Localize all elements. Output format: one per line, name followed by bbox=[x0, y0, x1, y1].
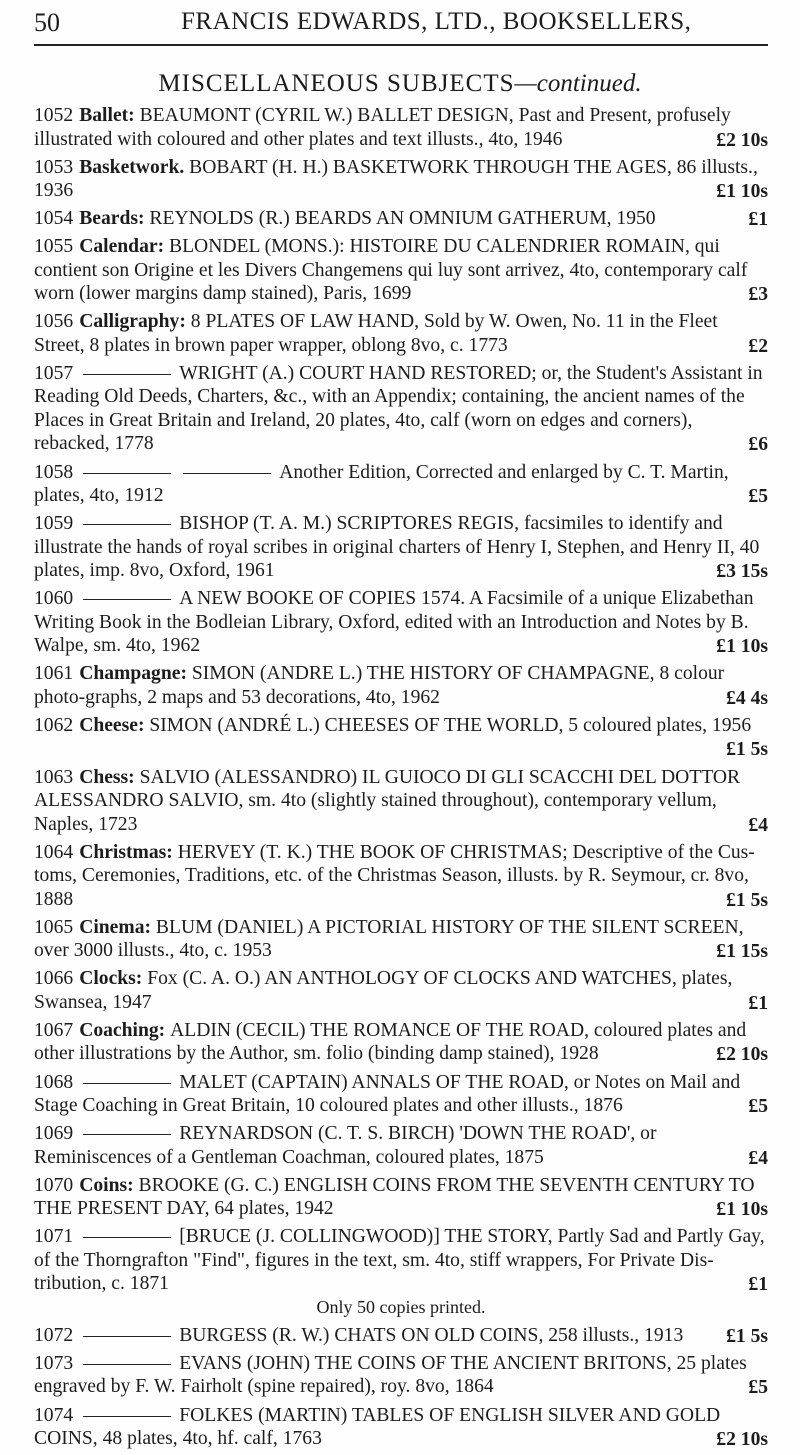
entry-price: £5 bbox=[748, 1096, 768, 1117]
entry-note: Only 50 copies printed. bbox=[316, 1296, 486, 1317]
catalogue-entry bbox=[34, 916, 768, 963]
catalogue-entry bbox=[34, 512, 768, 583]
entry-description: REYNOLDS (R.) BEARDS AN OMNIUM GATHERUM, 1950 bbox=[149, 208, 656, 230]
entry-body bbox=[34, 587, 768, 658]
subject-heading: Coins: bbox=[79, 1174, 139, 1196]
ditto-rule bbox=[83, 374, 171, 375]
ditto-rule bbox=[83, 473, 171, 474]
entry-price: £1 10s bbox=[716, 181, 768, 203]
catalogue-entry bbox=[34, 1174, 768, 1221]
ditto-rule bbox=[83, 1237, 171, 1238]
page-header bbox=[34, 6, 768, 46]
entry-body bbox=[34, 1174, 768, 1221]
catalogue-entry bbox=[34, 1352, 768, 1399]
page-number: 50 bbox=[34, 8, 60, 37]
catalogue-entry bbox=[34, 207, 768, 231]
entry-description: EVANS (JOHN) THE COINS OF THE ANCIENT BRITONS, 25 plates engraved by F. W. Fairholt (spine repaired), roy. 8vo, 1864 bbox=[34, 1352, 747, 1398]
catalogue-entry bbox=[34, 104, 768, 151]
lot-number: 1064 bbox=[34, 841, 74, 863]
catalogue-entry bbox=[34, 1404, 768, 1451]
lot-number: 1063 bbox=[34, 766, 74, 788]
catalogue-entry bbox=[34, 766, 768, 837]
catalogue-entry bbox=[34, 362, 768, 456]
entry-price: £1 bbox=[748, 992, 768, 1014]
entry-body bbox=[34, 362, 768, 456]
entry-body bbox=[34, 766, 768, 837]
entry-body bbox=[34, 310, 768, 357]
ditto-rule bbox=[83, 1364, 171, 1365]
subject-heading: Basketwork. bbox=[79, 156, 190, 178]
entry-body bbox=[34, 1324, 768, 1348]
running-head: FRANCIS EDWARDS, LTD., BOOKSELLERS, bbox=[181, 8, 692, 35]
entry-description: 8 PLATES OF LAW HAND, Sold by W. Owen, No. 11 in the Fleet Street, 8 plates in brown paper wrapper, oblong 8vo, c. 1773 bbox=[34, 311, 718, 356]
catalogue-entry bbox=[34, 1122, 768, 1169]
entry-body bbox=[34, 235, 768, 306]
entry-body bbox=[34, 1019, 768, 1066]
subject-heading: Cinema: bbox=[79, 916, 156, 938]
lot-number: 1058 bbox=[34, 461, 74, 483]
entry-description: [BRUCE (J. COLLINGWOOD)] THE STORY, Partly Sad and Partly Gay, of the Thorngrafton "Find", figures in the text, sm. 4to, stiff wrappers, For Private Dis-tribution, c. 1871 bbox=[34, 1226, 765, 1295]
entry-price: £2 10s bbox=[716, 129, 768, 151]
lot-number: 1053 bbox=[34, 156, 74, 178]
entry-price: £3 15s bbox=[716, 561, 768, 583]
entry-description: A NEW BOOKE OF COPIES 1574. A Facsimile of a unique Elizabethan Writing Book in the Bodleian Library, Oxford, edited with an Introduction and Notes by B. Walpe, sm. 4to, 1962 bbox=[34, 588, 754, 657]
entry-price: £2 10s bbox=[716, 1044, 768, 1066]
ditto-rule bbox=[183, 473, 271, 474]
entry-body bbox=[34, 1071, 768, 1118]
lot-number: 1068 bbox=[34, 1071, 74, 1093]
entry-body bbox=[34, 1352, 768, 1399]
entry-description: ALDIN (CECIL) THE ROMANCE OF THE ROAD, coloured plates and other illustrations by the Author, sm. folio (binding damp stained), 1928 bbox=[34, 1019, 747, 1065]
subject-heading: Calligraphy: bbox=[79, 311, 191, 333]
lot-number: 1060 bbox=[34, 588, 74, 610]
entry-body bbox=[34, 1122, 768, 1169]
subject-heading: Calendar: bbox=[79, 236, 169, 258]
entry-description: Fox (C. A. O.) AN ANTHOLOGY OF CLOCKS AND WATCHES, plates, Swansea, 1947 bbox=[34, 968, 733, 1013]
entry-body bbox=[34, 662, 768, 709]
catalogue-entry bbox=[34, 841, 768, 912]
ditto-rule bbox=[83, 599, 171, 600]
ditto-rule bbox=[83, 1416, 171, 1417]
section-title-text: MISCELLANEOUS SUBJECTS bbox=[158, 70, 515, 97]
lot-number: 1059 bbox=[34, 513, 74, 535]
catalogue-entry bbox=[34, 714, 768, 761]
lot-number: 1057 bbox=[34, 362, 74, 384]
entry-body bbox=[34, 714, 768, 761]
entry-price: £4 4s bbox=[726, 687, 768, 709]
entry-body bbox=[34, 207, 768, 231]
subject-heading: Champagne: bbox=[79, 663, 192, 685]
ditto-rule bbox=[83, 524, 171, 525]
entry-price: £3 bbox=[748, 284, 768, 306]
subject-heading: Cheese: bbox=[79, 714, 150, 736]
entry-list bbox=[34, 104, 768, 1455]
entry-description: BEAUMONT (CYRIL W.) BALLET DESIGN, Past and Present, profusely illustrated with coloured and other plates and text illusts., 4to, 1946 bbox=[34, 105, 731, 150]
entry-description: BOBART (H. H.) BASKETWORK THROUGH THE AGES, 86 illusts., 1936 bbox=[34, 156, 758, 202]
entry-description: WRIGHT (A.) COURT HAND RESTORED; or, the Student's Assistant in Reading Old Deeds, Charters, &c., with an Appendix; containing, the ancient names of the Places in Great Britain and Ireland, 20 plates, 4to, calf (worn on edges and corners), rebacked, 1778 bbox=[34, 362, 763, 455]
entry-body bbox=[34, 1404, 768, 1451]
entry-price: £1 5s bbox=[726, 739, 768, 761]
entry-description: HERVEY (T. K.) THE BOOK OF CHRISTMAS; Descriptive of the Cus-toms, Ceremonies, Traditions, etc. of the Christmas Season, illusts. by R. Seymour, cr. 8vo, 1888 bbox=[34, 841, 755, 910]
entry-body bbox=[34, 967, 768, 1014]
subject-heading: Clocks: bbox=[79, 968, 148, 990]
entry-description: BROOKE (G. C.) ENGLISH COINS FROM THE SEVENTH CENTURY TO THE PRESENT DAY, 64 plates, 1942 bbox=[34, 1174, 755, 1220]
entry-price: £1 5s bbox=[726, 1325, 768, 1347]
entry-body bbox=[34, 841, 768, 912]
lot-number: 1061 bbox=[34, 663, 74, 685]
entry-body bbox=[34, 916, 768, 963]
catalogue-entry bbox=[34, 156, 768, 203]
entry-description: REYNARDSON (C. T. S. BIRCH) 'DOWN THE ROAD', or Reminiscences of a Gentleman Coachman, coloured plates, 1875 bbox=[34, 1123, 657, 1168]
lot-number: 1067 bbox=[34, 1019, 74, 1041]
entry-description: Another Edition, Corrected and enlarged by C. T. Martin, plates, 4to, 1912 bbox=[34, 461, 729, 507]
catalogue-entry bbox=[34, 235, 768, 306]
lot-number: 1065 bbox=[34, 916, 74, 938]
entry-description: BURGESS (R. W.) CHATS ON OLD COINS, 258 illusts., 1913 bbox=[179, 1324, 684, 1346]
entry-price: £6 bbox=[748, 434, 768, 456]
entry-price: £5 bbox=[748, 486, 768, 508]
entry-body bbox=[34, 512, 768, 583]
entry-description: SALVIO (ALESSANDRO) IL GUIOCO DI GLI SCACCHI DEL DOTTOR ALESSANDRO SALVIO, sm. 4to (slightly stained throughout), contemporary vellum, Naples, 1723 bbox=[34, 766, 741, 835]
lot-number: 1070 bbox=[34, 1174, 74, 1196]
subject-heading: Coaching: bbox=[79, 1019, 171, 1041]
ditto-rule bbox=[83, 1083, 171, 1084]
entry-price: £1 5s bbox=[726, 889, 768, 911]
lot-number: 1074 bbox=[34, 1404, 74, 1426]
entry-description: SIMON (ANDRÉ L.) CHEESES OF THE WORLD, 5 coloured plates, 1956 bbox=[149, 714, 752, 736]
lot-number: 1069 bbox=[34, 1123, 74, 1145]
lot-number: 1066 bbox=[34, 968, 74, 990]
subject-heading: Beards: bbox=[79, 208, 150, 230]
entry-price: £1 bbox=[748, 209, 768, 231]
entry-description: BISHOP (T. A. M.) SCRIPTORES REGIS, facsimiles to identify and illustrate the hands of royal scribes in original charters of Henry I, Stephen, and Henry II, 40 plates, imp. 8vo, Oxford, 1961 bbox=[34, 513, 760, 582]
entry-description: SIMON (ANDRE L.) THE HISTORY OF CHAMPAGNE, 8 colour photo-graphs, 2 maps and 53 decorations, 4to, 1962 bbox=[34, 663, 725, 708]
lot-number: 1054 bbox=[34, 208, 74, 230]
entry-price: £1 10s bbox=[716, 1199, 768, 1221]
lot-number: 1072 bbox=[34, 1324, 74, 1346]
catalogue-entry bbox=[34, 1324, 768, 1348]
lot-number: 1055 bbox=[34, 236, 74, 258]
lot-number: 1056 bbox=[34, 311, 74, 333]
catalogue-entry bbox=[34, 461, 768, 508]
section-continued: —continued. bbox=[514, 70, 642, 97]
entry-description: BLONDEL (MONS.): HISTOIRE DU CALENDRIER ROMAIN, qui contient son Origine et les Divers Changemens qui luy sont arrivez, 4to, contemporary calf worn (lower margins damp stained), Paris, 1699 bbox=[34, 236, 748, 305]
entry-body bbox=[34, 156, 768, 203]
catalogue-entry bbox=[34, 1019, 768, 1066]
entry-price: £1 bbox=[748, 1274, 768, 1296]
section-title bbox=[0, 70, 800, 98]
entry-price: £2 bbox=[748, 335, 768, 357]
entry-description: MALET (CAPTAIN) ANNALS OF THE ROAD, or Notes on Mail and Stage Coaching in Great Britain, 10 coloured plates and other illusts., 1876 bbox=[34, 1071, 741, 1116]
entry-price: £4 bbox=[748, 1147, 768, 1169]
ditto-rule bbox=[83, 1336, 171, 1337]
subject-heading: Ballet: bbox=[79, 105, 140, 126]
entry-price: £2 10s bbox=[716, 1429, 768, 1451]
subject-heading: Christmas: bbox=[79, 841, 178, 863]
entry-body bbox=[34, 104, 768, 151]
entry-price: £5 bbox=[748, 1377, 768, 1399]
catalogue-entry bbox=[34, 310, 768, 357]
entry-price: £1 15s bbox=[716, 941, 768, 963]
entry-body bbox=[34, 461, 768, 508]
lot-number: 1062 bbox=[34, 714, 74, 736]
entry-description: BLUM (DANIEL) A PICTORIAL HISTORY OF THE SILENT SCREEN, over 3000 illusts., 4to, c. 1953 bbox=[34, 916, 744, 962]
catalogue-entry bbox=[34, 1225, 768, 1319]
entry-body bbox=[34, 1225, 768, 1296]
lot-number: 1071 bbox=[34, 1226, 74, 1248]
catalogue-entry bbox=[34, 587, 768, 658]
ditto-rule bbox=[83, 1134, 171, 1135]
catalogue-entry bbox=[34, 1071, 768, 1118]
entry-description: FOLKES (MARTIN) TABLES OF ENGLISH SILVER AND GOLD COINS, 48 plates, 4to, hf. calf, 1763 bbox=[34, 1404, 721, 1450]
catalogue-entry bbox=[34, 967, 768, 1014]
entry-price: £4 bbox=[748, 814, 768, 836]
entry-price: £1 10s bbox=[716, 636, 768, 658]
catalogue-entry bbox=[34, 662, 768, 709]
lot-number: 1052 bbox=[34, 105, 74, 126]
lot-number: 1073 bbox=[34, 1352, 74, 1374]
subject-heading: Chess: bbox=[79, 766, 140, 788]
